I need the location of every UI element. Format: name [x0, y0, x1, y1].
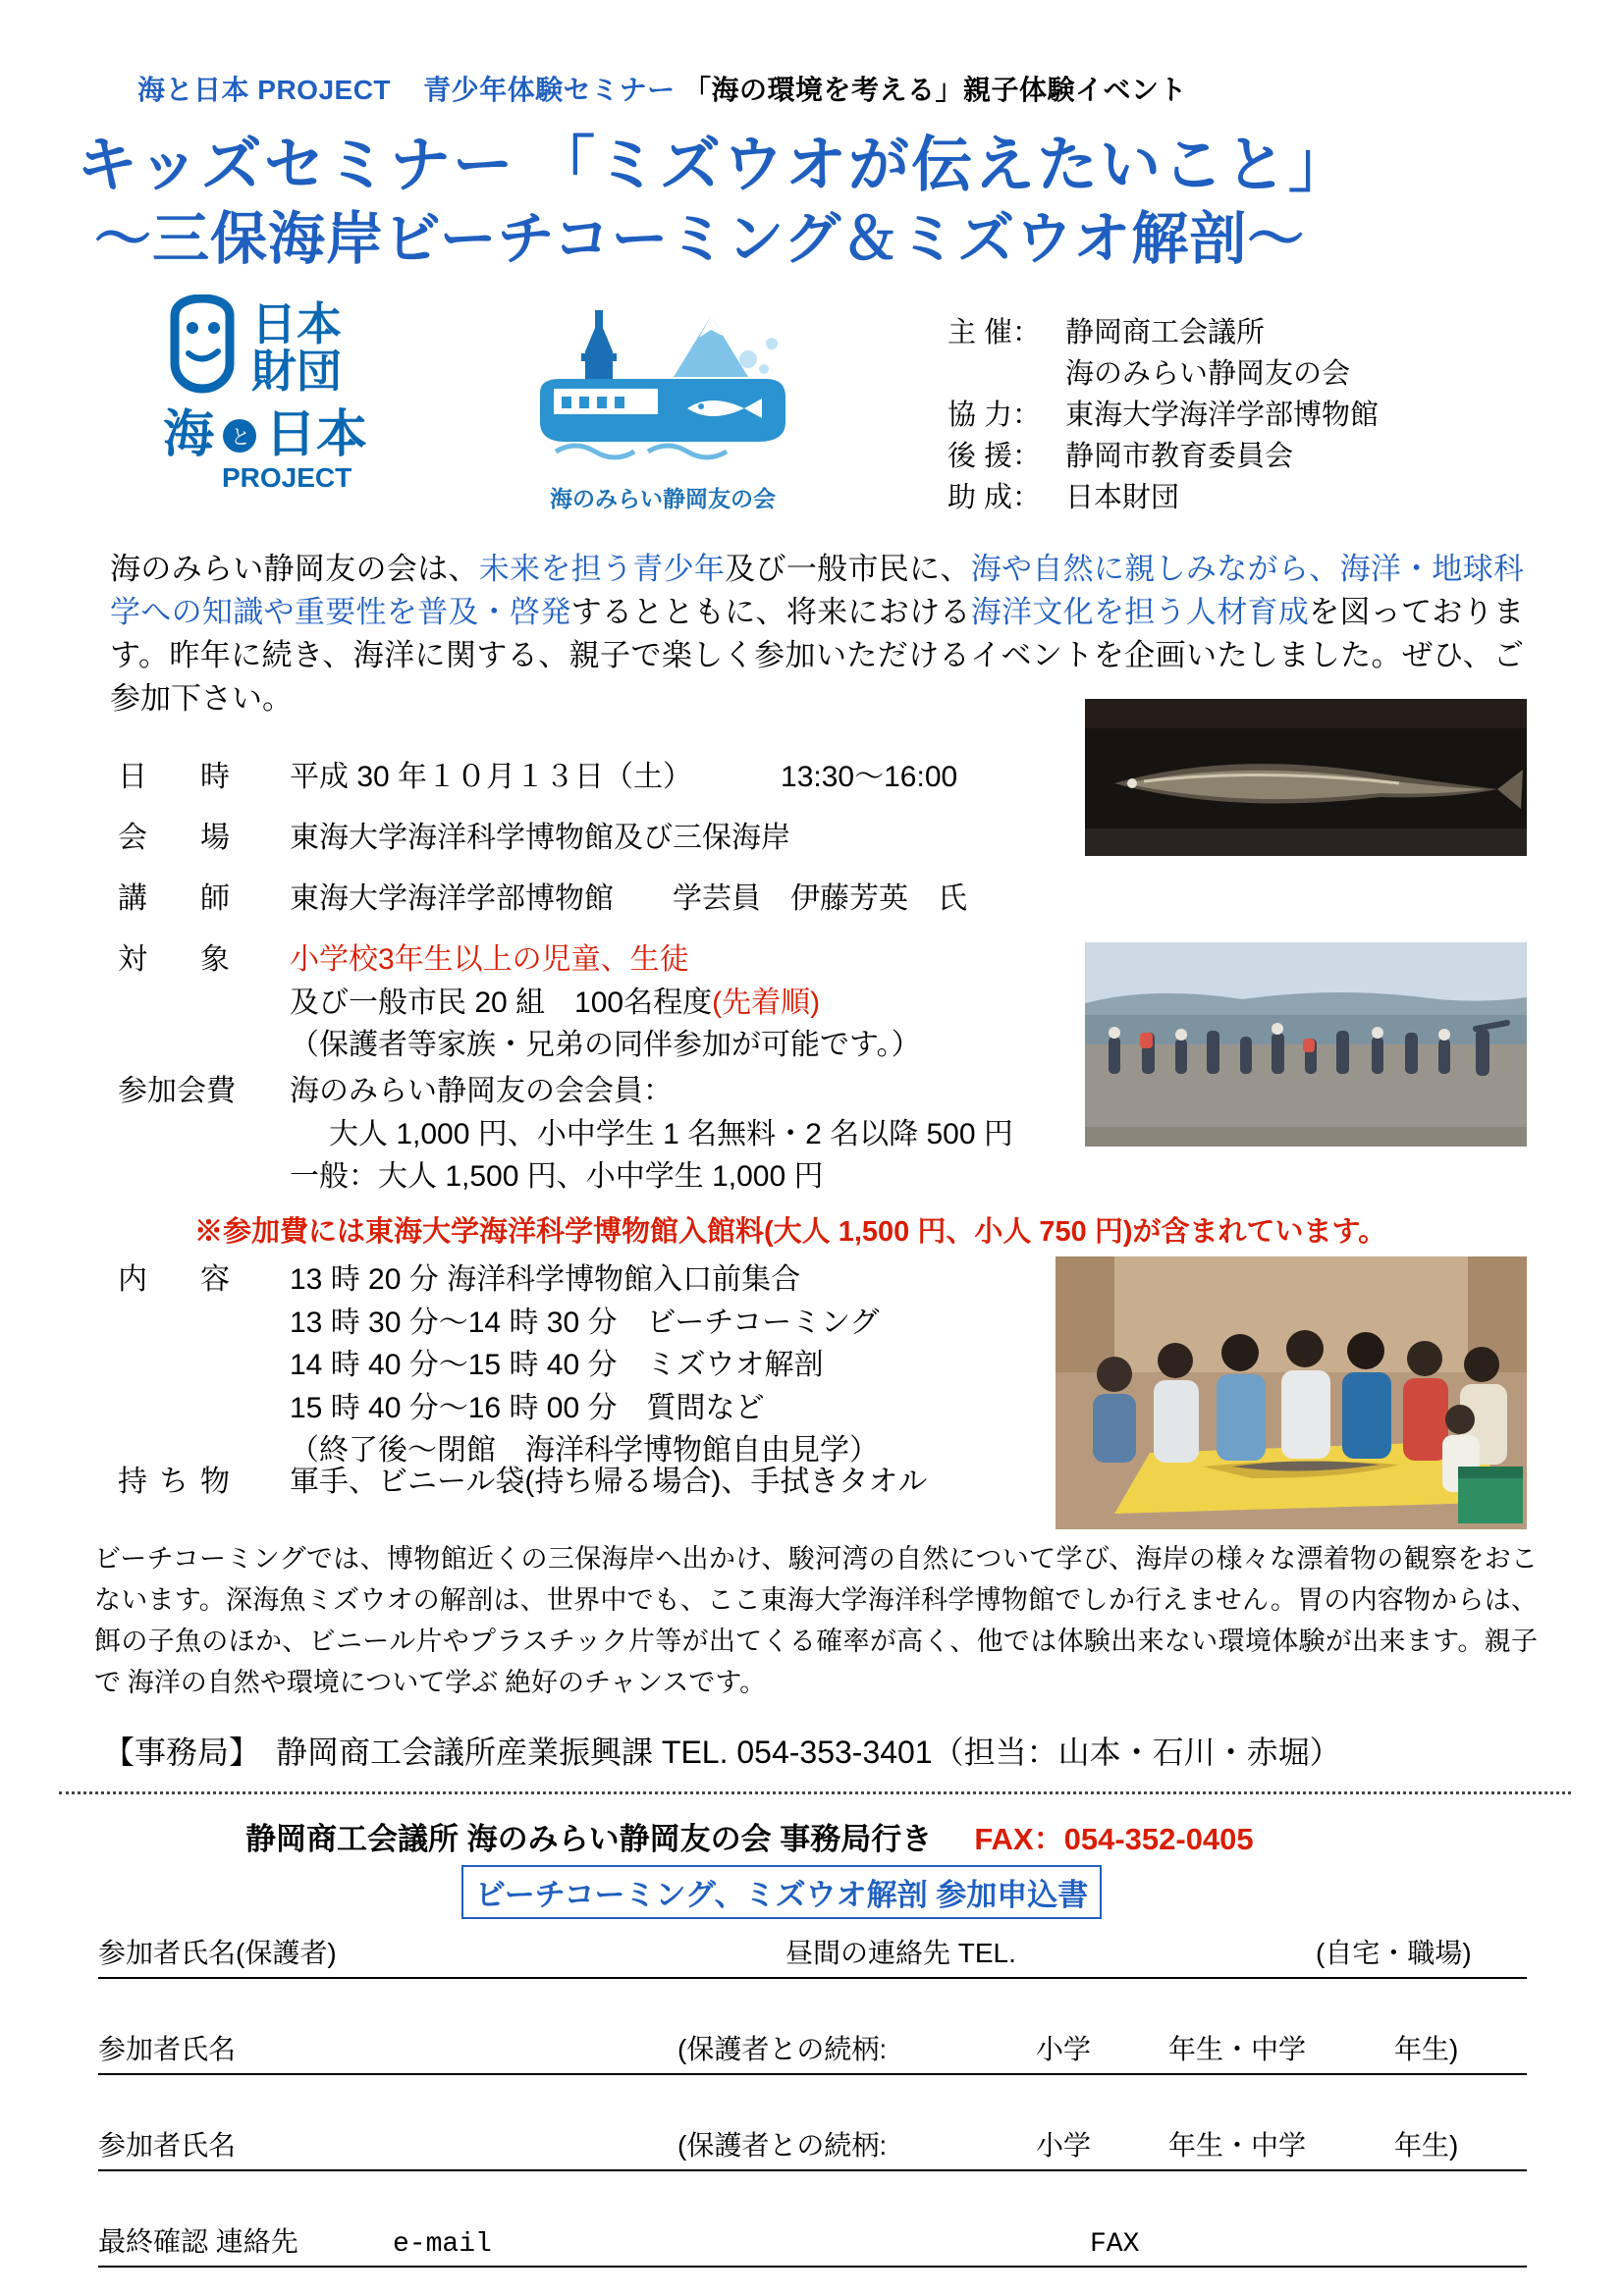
detail-content-line4: 15 時 40 分〜16 時 00 分 質問など: [290, 1391, 765, 1424]
detail-lecturer-label: 講 師: [118, 882, 242, 915]
svg-text:と: と: [231, 425, 250, 449]
detail-fee-line1-wrap: [118, 1070, 1013, 1113]
detail-fee-line2: 大人 1,000 円、小中学生 1 名無料・2 名以降 500 円: [329, 1117, 1013, 1150]
organizer-row-host-sub: 海のみらい静岡友の会: [1065, 358, 1351, 391]
organizer-label-grant: 助 成：: [947, 482, 1042, 514]
organizer-value-host: 静岡商工会議所: [1065, 317, 1266, 348]
detail-content-line3: 14 時 40 分〜15 時 40 分 ミズウオ解剖: [290, 1349, 824, 1381]
organizer-row-support: [947, 436, 1379, 477]
form-row-participant-2[interactable]: [98, 2116, 1527, 2171]
eyebrow-subtitle: 「海の環境を考える」親子体験イベント: [682, 75, 1187, 105]
detail-lecturer-value: 東海大学海洋学部博物館 学芸員 伊藤芳英 氏: [290, 882, 967, 915]
lead-text-3: するとともに、将来における: [570, 595, 971, 630]
detail-target-line3: （保護者等家族・兄弟の同伴参加が可能です。）: [290, 1029, 921, 1061]
organizer-label-cooperation: 協 力：: [947, 400, 1042, 432]
detail-target-line1-wrap: [118, 938, 921, 982]
field-label-fax: FAX: [1090, 2229, 1140, 2260]
field-label-participant-name-1: 参加者氏名: [98, 2034, 237, 2064]
fax-destination-text: 静岡商工会議所 海のみらい静岡友の会 事務局行き: [245, 1822, 933, 1856]
detail-datetime-value: 平成 30 年１０月１３日（土）: [290, 761, 693, 793]
detail-target-line2b: (先着順): [712, 986, 821, 1019]
organizer-value-support: 静岡市教育委員会: [1065, 441, 1294, 473]
field-label-elementary-2: 小学: [1036, 2130, 1092, 2161]
office-contact-line: 【事務局】 静岡商工会議所産業振興課 TEL. 054-353-3401（担当：山本・石川・赤堀）: [103, 1735, 1341, 1770]
detail-content-line2: 13 時 30 分〜14 時 30 分 ビーチコーミング: [290, 1306, 880, 1339]
lead-text-4: を図っております。昨年に続き、海洋に関する、親子で楽しく参加いただけるイベントを企画いたしました。ぜひ、ご参加下さい。: [110, 595, 1525, 717]
detail-bring: [118, 1461, 927, 1504]
organizer-block: [947, 312, 1379, 518]
detail-target-line2-wrap: [118, 982, 921, 1025]
fax-number: FAX：054-352-0405: [974, 1822, 1254, 1856]
detail-target: [118, 938, 921, 1067]
form-row-participant-1[interactable]: [98, 2020, 1527, 2075]
detail-target-label: 対 象: [118, 943, 242, 976]
svg-text:日本: 日本: [251, 297, 342, 350]
detail-venue-value: 東海大学海洋科学博物館及び三保海岸: [290, 822, 790, 854]
organizer-row-host: [947, 312, 1379, 353]
field-label-elementary-1: 小学: [1036, 2034, 1092, 2064]
detail-bring-value: 軍手、ビニール袋(持ち帰る場合)、手拭きタオル: [290, 1466, 928, 1498]
detail-fee-line3: 一般：大人 1,500 円、小中学生 1,000 円: [290, 1160, 824, 1193]
fee-admission-note: ※参加費には東海大学海洋科学博物館入館料(大人 1,500 円、小人 750 円)が含まれています。: [194, 1216, 1387, 1248]
lead-text-1: 海のみらい静岡友の会は、: [110, 552, 479, 586]
detail-lecturer: [118, 878, 967, 921]
photo-mizuuo-fish: [1085, 699, 1527, 856]
cut-line-divider: [59, 1791, 1571, 1794]
organizer-row-grant: [947, 477, 1379, 518]
page-title-line1: キッズセミナー 「ミズウオが伝えたいこと」: [77, 132, 1351, 199]
detail-datetime-label: 日 時: [118, 761, 242, 793]
svg-text:財団: 財団: [251, 345, 342, 398]
detail-content: [118, 1258, 880, 1472]
detail-venue: [118, 817, 790, 860]
detail-venue-label: 会 場: [118, 822, 242, 854]
field-label-home-or-work: (自宅・職場): [1316, 1938, 1472, 1968]
detail-bring-label: 持ち物: [118, 1466, 242, 1498]
lead-highlight-3: 海洋文化を担う人材育成: [970, 595, 1310, 630]
detail-content-line1: 13 時 20 分 海洋科学博物館入口前集合: [290, 1263, 801, 1296]
organizer-value-grant: 日本財団: [1065, 482, 1180, 514]
field-label-participant-name-2: 参加者氏名: [98, 2130, 237, 2161]
detail-fee-line1: 海のみらい静岡友の会会員：: [290, 1075, 673, 1107]
detail-content-label: 内 容: [118, 1263, 242, 1296]
photo-beach-combing: [1085, 942, 1527, 1147]
detail-datetime-time: 13:30〜16:00: [781, 761, 958, 793]
lead-highlight-2: 海や自然に親しみながら、海洋・地球科学への知識や重要性を普及・啓発: [110, 552, 1525, 630]
eyebrow-seminar: 青少年体験セミナー: [423, 75, 676, 105]
lead-text-2: 及び一般市民に、: [725, 552, 971, 586]
field-label-grade-close-1: 年生): [1394, 2034, 1459, 2064]
field-label-relationship-2: (保護者との続柄:: [677, 2130, 888, 2161]
organizer-label-host: 主 催：: [947, 317, 1042, 348]
description-paragraph: ビーチコーミングでは、博物館近くの三保海岸へ出かけ、駿河湾の自然について学び、海岸の様々な漂着物の観察をおこないます。深海魚ミズウオの解剖は、世界中でも、ここ東海大学海洋科学博物館でしか行えません。胃の内容物からは、餌の子魚のほか、ビニール片やプラスチック片等が出てくる確率が高く、他では体験出来ない環境体験が出来ます。親子で 海洋の自然や環境について学ぶ 絶好のチャンスです。: [94, 1544, 1538, 1697]
umi-mirai-logo-caption: 海のみらい静岡友の会: [550, 486, 776, 511]
svg-text:海: 海: [163, 405, 215, 464]
field-label-final-contact: 最終確認 連絡先: [98, 2226, 298, 2257]
svg-text:PROJECT: PROJECT: [222, 462, 352, 493]
detail-target-line1: 小学校3年生以上の児童、生徒: [290, 943, 689, 976]
fax-destination-line: [245, 1814, 1254, 1858]
form-row-guardian[interactable]: [98, 1924, 1527, 1979]
detail-fee-label: 参加会費: [118, 1075, 236, 1107]
lead-paragraph: [110, 548, 1524, 721]
application-form-title: ビーチコーミング、ミズウオ解剖 参加申込書: [461, 1865, 1102, 1919]
field-label-grade-junior-2: 年生・中学: [1168, 2130, 1307, 2161]
field-label-guardian-name: 参加者氏名(保護者): [98, 1938, 337, 1968]
nippon-foundation-logo: [157, 294, 432, 501]
field-label-email: e-mail: [393, 2229, 492, 2260]
field-label-grade-junior-1: 年生・中学: [1168, 2034, 1307, 2064]
detail-datetime: [118, 756, 957, 799]
field-label-daytime-tel: 昼間の連絡先 TEL.: [785, 1938, 1016, 1968]
eyebrow-line: [137, 69, 1492, 108]
organizer-label-support: 後 援：: [947, 441, 1042, 473]
detail-content-line5: （終了後〜閉館 海洋科学博物館自由見学）: [290, 1434, 879, 1467]
lead-highlight-1: 未来を担う青少年: [478, 552, 726, 586]
detail-fee: [118, 1070, 1013, 1199]
eyebrow-project: 海と日本 PROJECT: [137, 75, 392, 105]
field-label-grade-close-2: 年生): [1394, 2130, 1459, 2161]
detail-target-line2a: 及び一般市民 20 組 100名程度: [290, 986, 713, 1019]
form-row-final-contact[interactable]: [98, 2213, 1527, 2268]
detail-content-line1-wrap: [118, 1258, 880, 1302]
organizer-value-cooperation: 東海大学海洋学部博物館: [1065, 400, 1380, 432]
organizer-row-cooperation: [947, 395, 1379, 436]
page-title-line2: 〜三保海岸ビーチコーミング＆ミズウオ解剖〜: [94, 207, 1306, 271]
svg-text:日本: 日本: [265, 405, 368, 464]
photo-dissection-workshop: [1056, 1256, 1527, 1529]
field-label-relationship-1: (保護者との続柄:: [677, 2034, 888, 2064]
